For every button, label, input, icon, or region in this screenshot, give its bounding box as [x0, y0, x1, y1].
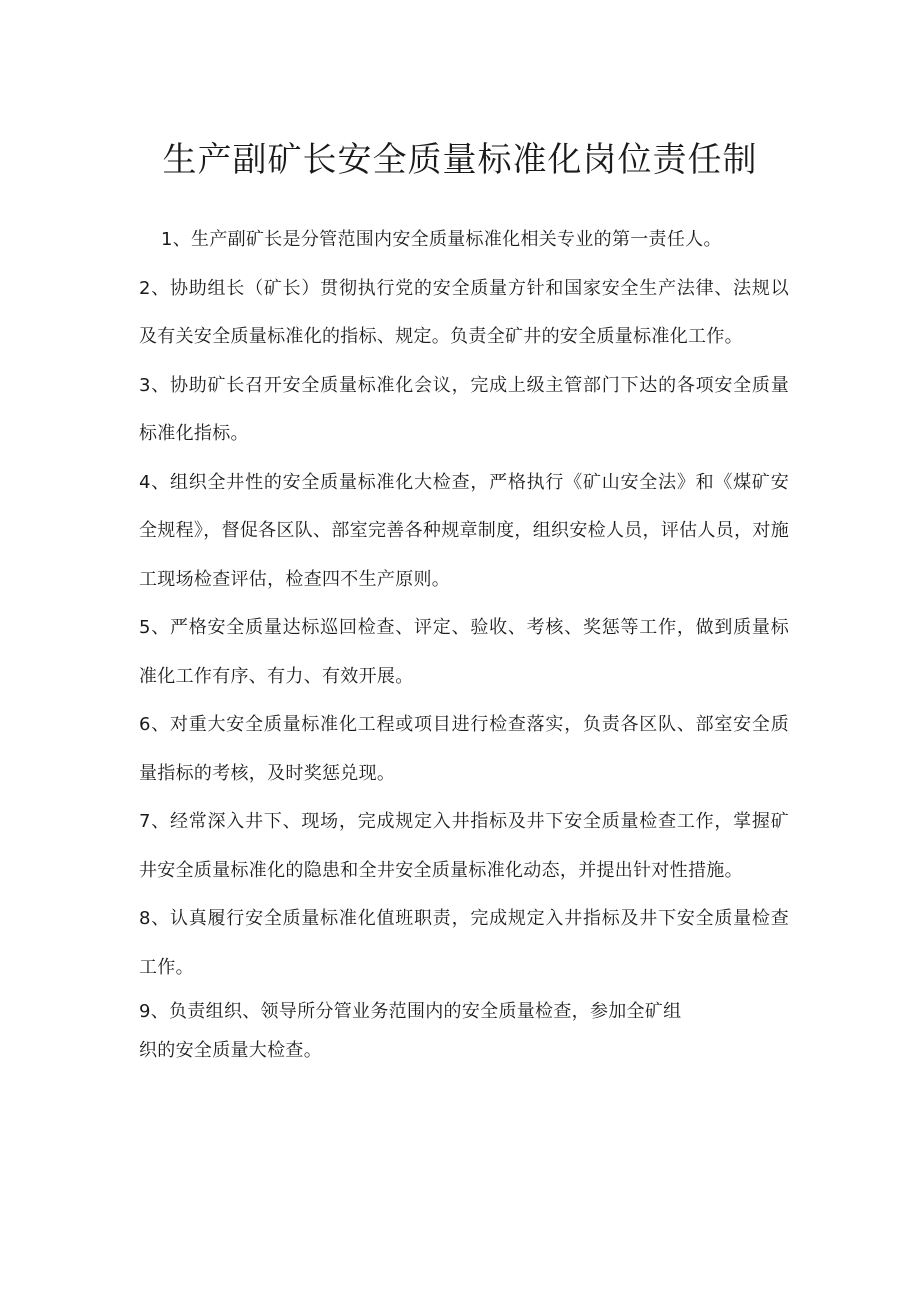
- paragraph-9: [139, 988, 789, 1067]
- paragraph-8: 8、认真履行安全质量标准化值班职责，完成规定入井指标及井下安全质量检查工作。: [139, 908, 789, 978]
- paragraph-7: 7、经常深入井下、现场，完成规定入井指标及井下安全质量检查工作，掌握矿井安全质量标准化的隐患和全井安全质量标准化动态，并提出针对性措施。: [139, 811, 789, 881]
- paragraph-5: 5、严格安全质量达标巡回检查、评定、验收、考核、奖惩等工作，做到质量标准化工作有序、有力、有效开展。: [139, 617, 789, 687]
- paragraph-6: 6、对重大安全质量标准化工程或项目进行检查落实，负责各区队、部室安全质量指标的考核，及时奖惩兑现。: [139, 714, 789, 784]
- paragraph-9-line-1: 9、负责组织、领导所分管业务范围内的安全质量检查，参加全矿组: [139, 1001, 682, 1022]
- paragraph-2: 2、协助组长（矿长）贯彻执行党的安全质量方针和国家安全生产法律、法规以及有关安全质量标准化的指标、规定。负责全矿井的安全质量标准化工作。: [139, 277, 789, 347]
- paragraph-9-line-2: 织的安全质量大检查。: [139, 1039, 322, 1061]
- paragraph-1: 1、生产副矿长是分管范围内安全质量标准化相关专业的第一责任人。: [161, 229, 722, 250]
- document-title: 生产副矿长安全质量标准化岗位责任制: [162, 140, 758, 180]
- paragraph-3: 3、协助矿长召开安全质量标准化会议，完成上级主管部门下达的各项安全质量标准化指标。: [139, 374, 789, 444]
- document-body: [139, 216, 789, 1067]
- paragraph-4: 4、组织全井性的安全质量标准化大检查，严格执行《矿山安全法》和《煤矿安全规程》，督促各区队、部室完善各种规章制度，组织安检人员，评估人员，对施工现场检查评估，检查四不生产原则。: [139, 471, 789, 590]
